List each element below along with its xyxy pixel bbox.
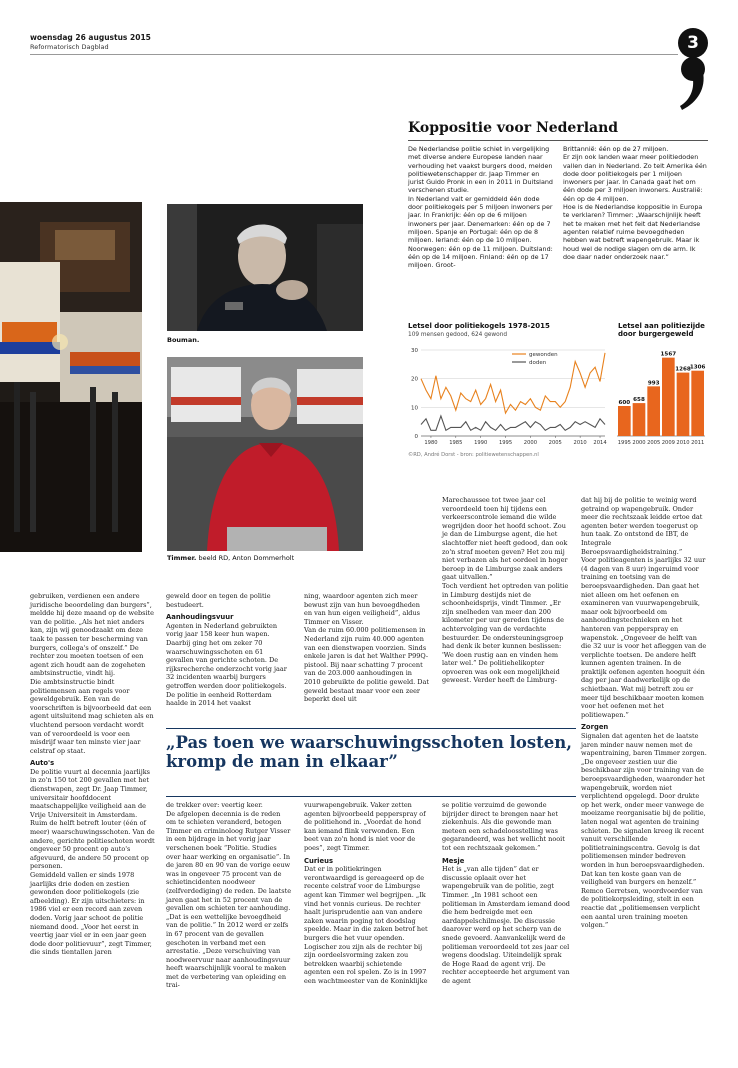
newspaper-name: Reformatorisch Dagblad: [30, 43, 109, 51]
c1-top-text: gebruiken, verdienen een andere juridische beoordeling dan burgers”, meldde hij deze maand op de website van de politie. „Als het niet anders kan, zijn wij genoodzaakt om deze taak te passen ter bescherming van burgers, collega's of onszelf.” De rechter zou moeten toetsen of een agent zich houdt aan de zogeheten ambtsinstructie, vindt hij. Die ambtsinstructie bindt politiemensen aan regels voor geweldgebruik. Een van de voorschriften is bijvoorbeeld dat een agent uitsluitend mag schieten als en vluchtend persoon verdacht wordt van of veroordeeld is voor een misdrijf waar ten minste vier jaar celstraf op staat.: [30, 592, 155, 755]
column-3-bottom: [304, 801, 430, 985]
column-1-top: [30, 592, 156, 957]
inset-column-1: [408, 145, 554, 269]
column-3-top: [304, 592, 430, 704]
x-tick-label: 1985: [449, 440, 463, 446]
x-tick-label: 1990: [474, 440, 488, 446]
c3-bottom-text: vuurwapengebruik. Vaker zetten agenten bijvoorbeeld pepperspray of de politiehond in. „Voordat de hond kan iemand flink verwonden. Een beet van zo'n hond is niet voor de poes”, zegt Timmer.: [304, 801, 426, 852]
x-tick-label: 1995: [498, 440, 513, 446]
timmer-caption-name: Timmer.: [167, 554, 197, 562]
y-tick-label: 30: [411, 348, 418, 354]
bar-chart: [615, 344, 707, 450]
bar-2011: [691, 371, 704, 436]
bar-category-label: 1995: [617, 440, 631, 446]
x-tick-label: 1980: [424, 440, 438, 446]
column-4-top: [442, 496, 570, 685]
bar-category-label: 2000: [632, 440, 646, 446]
c3-body-text: Dat er in politiekringen verontwaardigd is gereageerd op de recente celstraf voor de Limburgse agent kan Timmer wel begrijpen. „Ik vind het vonnis curieus. De rechter haalt jurisprudentie aan van andere zaken waarin poging tot doodslag speelde. Maar in die zaken betrof het burgers die het vuur openden. Logischer zou zijn als de rechter bij zijn oordeelsvorming zaken zou betrekken waarbij schietende agenten een rol spelen. Zo is in 1997 een wachtmeester van de Koninklijke: [304, 865, 428, 985]
inset-column-2: [563, 145, 709, 261]
column-2-top: [166, 592, 292, 708]
bar-chart-title: Letsel aan politiezijde door burgergeweld: [618, 322, 705, 338]
bar-category-label: 2011: [691, 440, 705, 446]
subhead-autos: Auto's: [30, 759, 55, 768]
x-tick-label: 2014: [593, 440, 607, 446]
c5-body-text: Signalen dat agenten het de laatste jaren minder nauw nemen met de wapentraining, baren Timmer zorgen. „De ongeveer zestien uur die beschikbaar zijn voor training van de beroepsvaardigheden, waaronder het wapengebruik, worden niet verplichtend opgelegd. Door drukte op het werk, onder meer vanwege de moeizame reorganisatie bij de politie, laten nogal wat agenten de training schieten. De signalen kreeg ik recent vanuit verschillende politietrainingscentra. Gevolg is dat politiemensen minder bedreven worden in hun beroepsvaardigheden. Dat kan ten koste gaan van de veiligheid van burgers en henzelf.” Remco Gerretsen, woordvoerder van de politiekorpsleiding, stelt in een reactie dat „politiemensen verplicht een aantal uren training moeten volgen.”: [581, 732, 707, 930]
x-tick-label: 2010: [573, 440, 587, 446]
line-chart-subtitle: 109 mensen gedood, 624 gewond: [408, 332, 508, 338]
c4-body-text: Het is „van alle tijden” dat er discussie oplaait over het wapengebruik van de politie, zegt Timmer. „In 1981 schoot een politieman in Amsterdam iemand dood die hem bedreigde met een aardappelschilmesje. De discussie daarover werd op het scherp van de snede gevoerd. Aanvankelijk werd de politieman veroordeeld tot zes jaar cel wegens doodslag. Uiteindelijk sprak de Hoge Raad de agent vrij. De rechter accepteerde het argument van de agent: [442, 865, 570, 985]
bar-value-label: 658: [633, 397, 645, 404]
page-number-badge: 3: [678, 28, 708, 58]
c4-top-text: Marechaussee tot twee jaar cel veroordeeld toen hij tijdens een verkeerscontrole iemand die wilde wegrijden door het hoofd schoot. Zou je dan de Limburgse agent, die het slachtoffer niet heeft gedood, dan ook zo'n straf moeten geven? Het zou mij niet verbazen als het oordeel in hoger beroep in de Limburgse zaak anders gaat uitvallen.” Toch verdient het optreden van politie in Limburg destijds niet de schoonheidsprijs, vindt Timmer. „Er zijn snelheden van meer dan 200 kilometer per uur gereden tijdens de achtervolging van de verdachte bestuurder. De ondersteuningsgroep had denk ik beter kunnen beslissen: 'We doen rustig aan en vinden hem later wel.” De politiehelikopter opvoeren was ook een mogelijkheid geweest. Verder heeft de Limburg-: [442, 496, 569, 685]
legend-label-doden: doden: [529, 360, 547, 366]
bouman-portrait-photo: [167, 204, 363, 331]
column-2-bottom: [166, 801, 292, 990]
subhead-aanhoudingsvuur: Aanhoudingsvuur: [166, 613, 234, 622]
bar-value-label: 600: [618, 400, 631, 406]
bar-value-label: 1268: [675, 366, 691, 373]
chart-credit: ©RD, André Dorst - bron: politiewetenschappen.nl: [408, 452, 539, 458]
inset-col1-text: De Nederlandse politie schiet in vergelijking met diverse andere Europese landen naar verhouding het vaakst burgers dood, melden politiewetenschapper dr. Jaap Timmer en jurist Guido Pronk in een in 2011 in Duitsland verschenen studie. In Nederland valt er gemiddeld één dode door politiekogels per 5 miljoen inwoners per jaar. In Frankrijk: één op de 6 miljoen inwoners per jaar. Denemarken: één op de 7 miljoen. Spanje en Portugal: één op de 8 miljoen. Ierland: één op de 10 miljoen. Noorwegen: één op de 11 miljoen. Duitsland: één op de 14 miljoen. Finland: één op de 17 miljoen. Groot-: [408, 145, 553, 270]
subhead-zorgen: Zorgen: [581, 723, 609, 732]
series-line-doden: [421, 416, 605, 430]
y-tick-label: 0: [414, 434, 418, 440]
c2-top-text: geweld door en tegen de politie bestudeert.: [166, 592, 271, 609]
x-tick-label: 2005: [548, 440, 562, 446]
timmer-caption: [167, 554, 294, 562]
bar-value-label: 1306: [689, 364, 706, 371]
bar-value-label: 1567: [660, 351, 677, 358]
x-tick-label: 2000: [523, 440, 538, 446]
police-cars-night-photo: [0, 202, 142, 552]
bouman-caption: [167, 336, 199, 344]
issue-date: woensdag 26 augustus 2015: [30, 33, 151, 42]
line-chart: [405, 344, 610, 450]
bar-2009: [662, 358, 675, 436]
timmer-portrait-photo: [167, 357, 363, 551]
c2-mid-text: Agenten in Nederland gebruikten vorig jaar 158 keer hun wapen. Daarbij ging het om zeker 70 waarschuwingsschoten en 61 gevallen van gerichte schoten. De rijksrecherche onderzocht vorig jaar 32 incidenten waarbij burgers getroffen werden door politiekogels. De politie in eenheid Rotterdam haalde in 2014 het vaakst: [166, 621, 287, 708]
pull-quote: „Pas toen we waarschuwingsschoten losten, kromp de man in elkaar”: [166, 733, 573, 771]
bar-2005: [647, 386, 660, 436]
bar-category-label: 2010: [676, 440, 690, 446]
bar-category-label: 2005: [647, 440, 661, 446]
legend-label-gewonden: gewonden: [529, 352, 558, 358]
column-4-bottom: [442, 801, 570, 985]
column-5: [581, 496, 709, 930]
subhead-curieus: Curieus: [304, 856, 334, 865]
line-chart-title: Letsel door politiekogels 1978-2015: [408, 322, 550, 330]
bar-value-label: 993: [647, 380, 660, 387]
comma-logo-icon: [676, 56, 710, 112]
bouman-caption-name: Bouman.: [167, 336, 200, 344]
subhead-mesje: Mesje: [442, 856, 465, 865]
c2-bottom-text: de trekker over: veertig keer. De afgelopen decennia is de reden om te schieten veranderd, betogen Timmer en criminoloog Rutger Visser in een bijdrage in het vorig jaar verschenen boek “Politie. Studies over haar werking en organisatie”. In de jaren 80 en 90 van de vorige eeuw was in ongeveer 75 procent van de schietincidenten noodweer (zelfverdediging) de reden. De laatste jaren gaat het in 52 procent van de gevallen om schieten ter aanhouding. „Dat is een wettelijke bevoegdheid van de politie.” In 2012 werd er zelfs in 67 procent van de gevallen geschoten in verband met een arrestatie. „Deze verschuiving van noodweervuur naar aanhoudingsvuur heeft waarschijnlijk vooral te maken met de verbetering van opleiding en trai-: [166, 801, 292, 990]
inset-rule: [408, 140, 708, 141]
header-rule: [30, 54, 678, 55]
y-tick-label: 10: [411, 405, 418, 412]
bar-1995: [618, 406, 631, 436]
c4-bottom-text: se politie verzuimd de gewonde bijrijder direct te brengen naar het ziekenhuis. Als die gewonde man meteen een schadeloosstelling was gegarandeerd, was het wellicht nooit tot een rechtszaak gekomen.”: [442, 801, 565, 852]
timmer-photo-credit: beeld RD, Anton Dommerholt: [196, 554, 295, 562]
bar-2000: [633, 403, 646, 436]
c3-top-text: ning, waardoor agenten zich meer bewust zijn van hun bevoegdheden en van hun eigen veiligheid”, aldus Timmer en Visser. Van de ruim 60.000 politiemensen in Nederland zijn ruim 40.000 agenten van een dienstwapen voorzien. Sinds enkele jaren is dat het Walther P99Q-pistool. Bij naar schatting 7 procent van de 203.000 aanhoudingen in 2010 gebruikte de politie geweld. Dat geweld bestaat maar voor een zeer beperkt deel uit: [304, 592, 430, 704]
bar-2010: [677, 373, 690, 436]
quote-rule-top: [166, 728, 576, 729]
c1-body-text: De politie vuurt al decennia jaarlijks in zo'n 150 tot 200 gevallen met het dienstwapen, zegt Dr. Jaap Timmer, universitair hoofddocent maatschappelijke veiligheid aan de Vrije Universiteit in Amsterdam. Ruim de helft betreft louter (één of meer) waarschuwingsschoten. Van de andere, gerichte politieschoten wordt ongeveer 50 procent op auto's afgevuurd, de andere 50 procent op personen. Gemiddeld vallen er sinds 1978 jaarlijks drie doden en zestien gewonden door politiekogels (zie afbeelding). Er zijn uitschieters: in 1986 viel er een record aan zeven doden. Vorig jaar schoot de politie niemand dood. „Voor het eerst in veertig jaar viel er in een jaar geen dode door politievuur”, zegt Timmer, die sinds tientallen jaren: [30, 767, 155, 957]
quote-rule-bottom: [166, 796, 576, 797]
inset-title: Koppositie voor Nederland: [408, 120, 619, 136]
c5-top-text: dat hij bij de politie te weinig werd getraind op wapengebruik. Onder meer die rechtszaak leidde ertoe dat agenten beter werden toegerust op hun taak. Zo ontstond de IBT, de Integrale Beroepsvaardigheidstraining.” Voor politieagenten is jaarlijks 32 uur (4 dagen van 8 uur) ingeruimd voor training en toetsing van de beroepsvaardigheden. Dan gaat het niet alleen om het oefenen en examineren van vuurwapengebruik, maar ook bijvoorbeeld om aanhoudingstechnieken en het hanteren van pepperspray en wapenstok. „Ongeveer de helft van die 32 uur is voor het afleggen van de verplichte toetsen. De andere helft kunnen agenten trainen. In de praktijk oefenen agenten hooguit één dag per jaar daadwerkelijk op de schietbaan. Wat mij betreft zou er meer tijd beschikbaar moeten komen voor het oefenen met het politiewapen.”: [581, 496, 707, 719]
y-tick-label: 20: [411, 376, 418, 383]
bar-category-label: 2009: [661, 440, 675, 446]
inset-col2-text: Brittannië: één op de 27 miljoen. Er zijn ook landen waar meer politiedoden vallen dan in Nederland. Zo telt Amerika één dode door politiekogels per 1 miljoen inwoners per jaar. In Canada gaat het om één dode per 3 miljoen inwoners. Australië: één op de 4 miljoen. Hoe is de Nederlandse koppositie in Europa te verklaren? Timmer: „Waarschijnlijk heeft het te maken met het feit dat Nederlandse agenten relatief ruime bevoegdheden hebben wat betreft wapengebruik. Maar ik houd wel de nodige slagen om de arm. Ik doe daar nader onderzoek naar.”: [563, 145, 707, 261]
